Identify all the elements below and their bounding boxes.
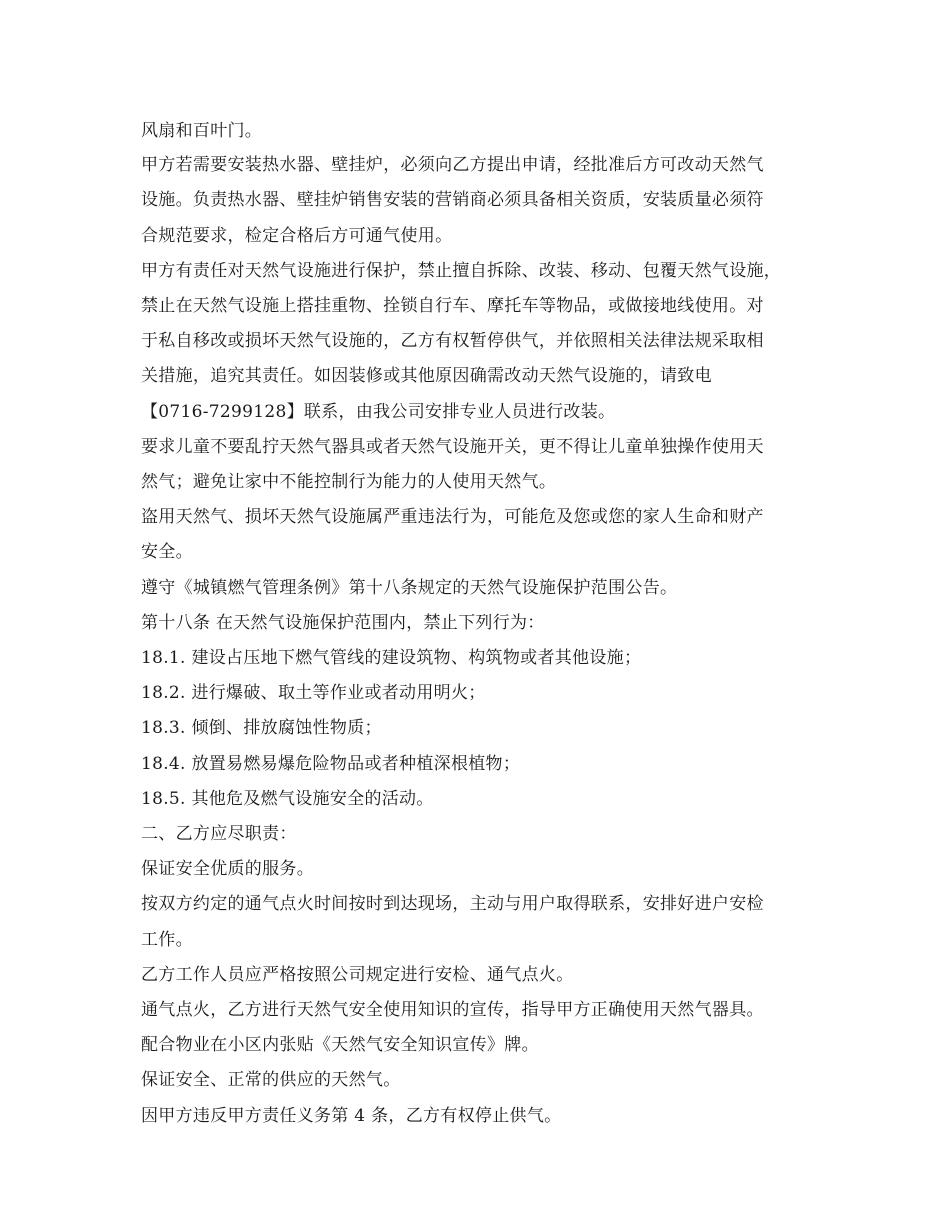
text-line: 关措施，追究其责任。如因装修或其他原因确需改动天然气设施的，请致电 — [141, 366, 712, 386]
text-line: 通气点火，乙方进行天然气安全使用知识的宣传，指导甲方正确使用天然气器具。 — [141, 1000, 764, 1020]
text-line: 因甲方违反甲方责任义务第 4 条，乙方有权停止供气。 — [141, 1106, 562, 1126]
text-line: 要求儿童不要乱拧天然气器具或者天然气设施开关，更不得让儿童单独操作使用天 — [141, 437, 764, 457]
text-line: 保证安全、正常的供应的天然气。 — [141, 1070, 401, 1090]
text-line: 保证安全优质的服务。 — [141, 859, 314, 879]
list-item: 18.5. 其他危及燃气设施安全的活动。 — [141, 789, 434, 809]
text-line: 盗用天然气、损坏天然气设施属严重违法行为，可能危及您或您的家人生命和财产 — [141, 507, 764, 527]
section-heading: 二、乙方应尽职责： — [141, 824, 297, 844]
list-item: 18.3. 倾倒、排放腐蚀性物质； — [141, 718, 382, 738]
list-item: 18.1. 建设占压地下燃气管线的建设筑物、构筑物或者其他设施； — [141, 648, 642, 668]
list-item: 18.4. 放置易燃易爆危险物品或者种植深根植物； — [141, 754, 521, 774]
text-line: 【0716-7299128】联系，由我公司安排专业人员进行改装。 — [141, 402, 616, 422]
text-line: 乙方工作人员应严格按照公司规定进行安检、通气点火。 — [141, 965, 574, 985]
list-item: 18.2. 进行爆破、取土等作业或者动用明火； — [141, 683, 486, 703]
text-line: 配合物业在小区内张贴《天然气安全知识宣传》牌。 — [141, 1035, 539, 1055]
text-line: 第十八条 在天然气设施保护范围内，禁止下列行为： — [141, 613, 545, 633]
text-line: 遵守《城镇燃气管理条例》第十八条规定的天然气设施保护范围公告。 — [141, 578, 678, 598]
text-line: 风扇和百叶门。 — [141, 121, 263, 141]
text-line: 甲方有责任对天然气设施进行保护，禁止擅自拆除、改装、移动、包覆天然气设施， — [141, 261, 782, 281]
text-line: 安全。 — [141, 542, 193, 562]
text-line: 合规范要求，检定合格后方可通气使用。 — [141, 226, 453, 246]
text-line: 设施。负责热水器、壁挂炉销售安装的营销商必须具备相关资质，安装质量必须符 — [141, 190, 764, 210]
text-line: 于私自移改或损坏天然气设施的，乙方有权暂停供气，并依照相关法律法规采取相 — [141, 331, 764, 351]
text-line: 按双方约定的通气点火时间按时到达现场，主动与用户取得联系，安排好进户安检 — [141, 894, 764, 914]
text-line: 禁止在天然气设施上搭挂重物、拴锁自行车、摩托车等物品，或做接地线使用。对 — [141, 296, 764, 316]
text-line: 甲方若需要安装热水器、壁挂炉，必须向乙方提出申请，经批准后方可改动天然气 — [141, 155, 764, 175]
text-line: 然气；避免让家中不能控制行为能力的人使用天然气。 — [141, 472, 557, 492]
text-line: 工作。 — [141, 930, 193, 950]
